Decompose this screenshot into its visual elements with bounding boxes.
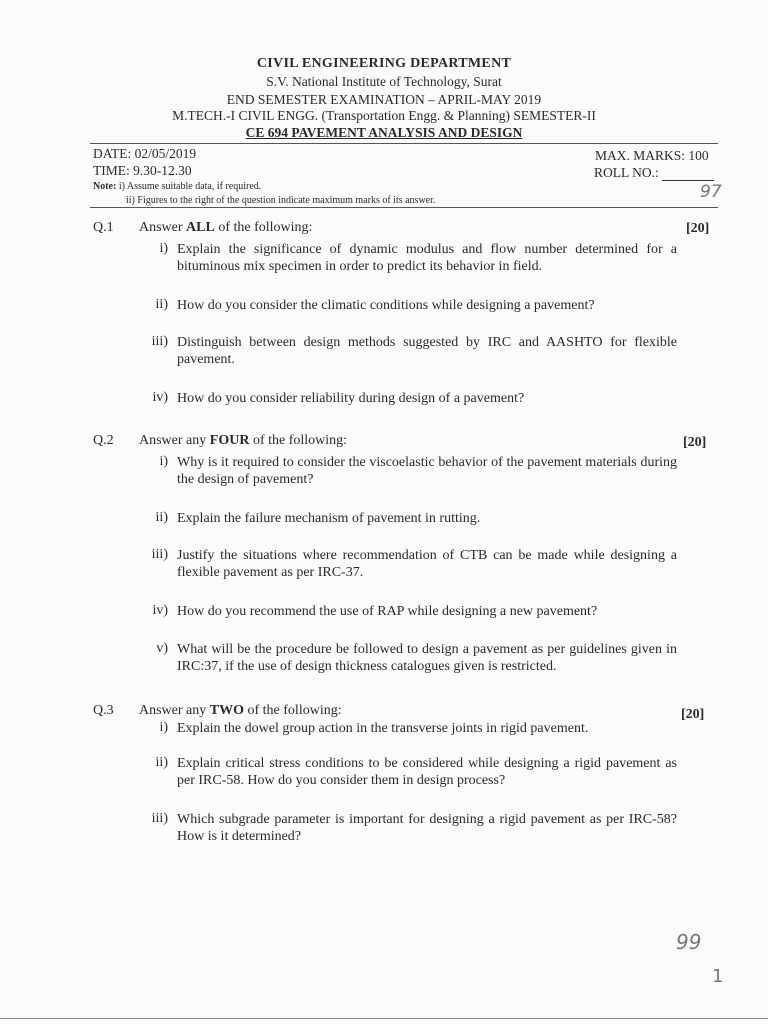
bottom-edge-line	[0, 1018, 768, 1019]
item-roman: ii)	[155, 297, 168, 312]
question-marks: [20]	[681, 707, 705, 722]
roll-no	[594, 165, 714, 181]
item-roman: ii)	[155, 755, 168, 770]
list-item: Explain the significance of dynamic modulus and flow number determined for a bituminous mix specimen in order to predict its behavior in field.	[177, 242, 677, 274]
item-roman: iv)	[152, 390, 168, 405]
list-item: How do you consider the climatic conditions while designing a pavement?	[177, 298, 595, 313]
header-divider	[90, 143, 718, 144]
question-number: Q.2	[93, 433, 114, 448]
note-2: ii) Figures to the right of the question indicate maximum marks of its answer.	[126, 195, 436, 206]
list-item: Why is it required to consider the viscoelastic behavior of the pavement materials during the design of pavement?	[177, 455, 677, 487]
item-roman: iii)	[151, 334, 168, 349]
list-item: Explain critical stress conditions to be considered while designing a rigid pavement as per IRC-58. How do you consider them in design process?	[177, 756, 677, 788]
list-item: What will be the procedure be followed to design a pavement as per guidelines given in IRC:37, if the use of design thickness catalogues given is restricted.	[177, 642, 677, 674]
list-item: Explain the failure mechanism of pavement in rutting.	[177, 511, 481, 526]
institute-name: S.V. National Institute of Technology, Surat	[266, 74, 502, 89]
max-marks: MAX. MARKS: 100	[595, 148, 709, 163]
item-roman: iii)	[151, 811, 168, 826]
list-item: Justify the situations where recommendation of CTB can be made while designing a flexible pavement as per IRC-37.	[177, 548, 677, 580]
meta-divider	[90, 207, 718, 208]
question-instruction: Answer any TWO of the following:	[139, 703, 342, 718]
exam-date: DATE: 02/05/2019	[93, 146, 197, 161]
question-instruction: Answer ALL of the following:	[139, 220, 313, 235]
item-roman: ii)	[155, 510, 168, 525]
program-title: M.TECH.-I CIVIL ENGG. (Transportation Engg. & Planning) SEMESTER-II	[172, 108, 596, 123]
note-line-1	[93, 181, 261, 192]
item-roman: i)	[159, 454, 168, 469]
item-roman: v)	[156, 641, 168, 656]
question-instruction: Answer any FOUR of the following:	[139, 433, 348, 448]
note-1: i) Assume suitable data, if required.	[118, 181, 262, 192]
item-roman: i)	[159, 720, 168, 735]
handwritten-mark-bottom: 99	[676, 930, 702, 954]
roll-no-label: ROLL NO.:	[594, 165, 659, 180]
handwritten-page-number: 1	[712, 966, 724, 987]
department-title: CIVIL ENGINEERING DEPARTMENT	[256, 56, 512, 71]
handwritten-mark-top: 97	[700, 182, 722, 202]
exam-title: END SEMESTER EXAMINATION – APRIL-MAY 2019	[226, 92, 542, 107]
list-item: Explain the dowel group action in the transverse joints in rigid pavement.	[177, 721, 589, 736]
question-marks: [20]	[686, 221, 710, 236]
question-number: Q.3	[93, 703, 114, 718]
item-roman: iv)	[152, 603, 168, 618]
question-number: Q.1	[93, 220, 114, 235]
exam-time: TIME: 9.30-12.30	[93, 163, 192, 178]
list-item: Distinguish between design methods suggested by IRC and AASHTO for flexible pavement.	[177, 335, 677, 367]
list-item: Which subgrade parameter is important for designing a rigid pavement as per IRC-58? How is it determined?	[177, 812, 677, 844]
course-title: CE 694 PAVEMENT ANALYSIS AND DESIGN	[245, 125, 523, 140]
roll-no-blank	[662, 168, 714, 181]
item-roman: i)	[159, 241, 168, 256]
item-roman: iii)	[151, 547, 168, 562]
list-item: How do you recommend the use of RAP while designing a new pavement?	[177, 604, 598, 619]
note-label: Note:	[93, 181, 117, 192]
list-item: How do you consider reliability during design of a pavement?	[177, 391, 525, 406]
question-marks: [20]	[683, 435, 707, 450]
